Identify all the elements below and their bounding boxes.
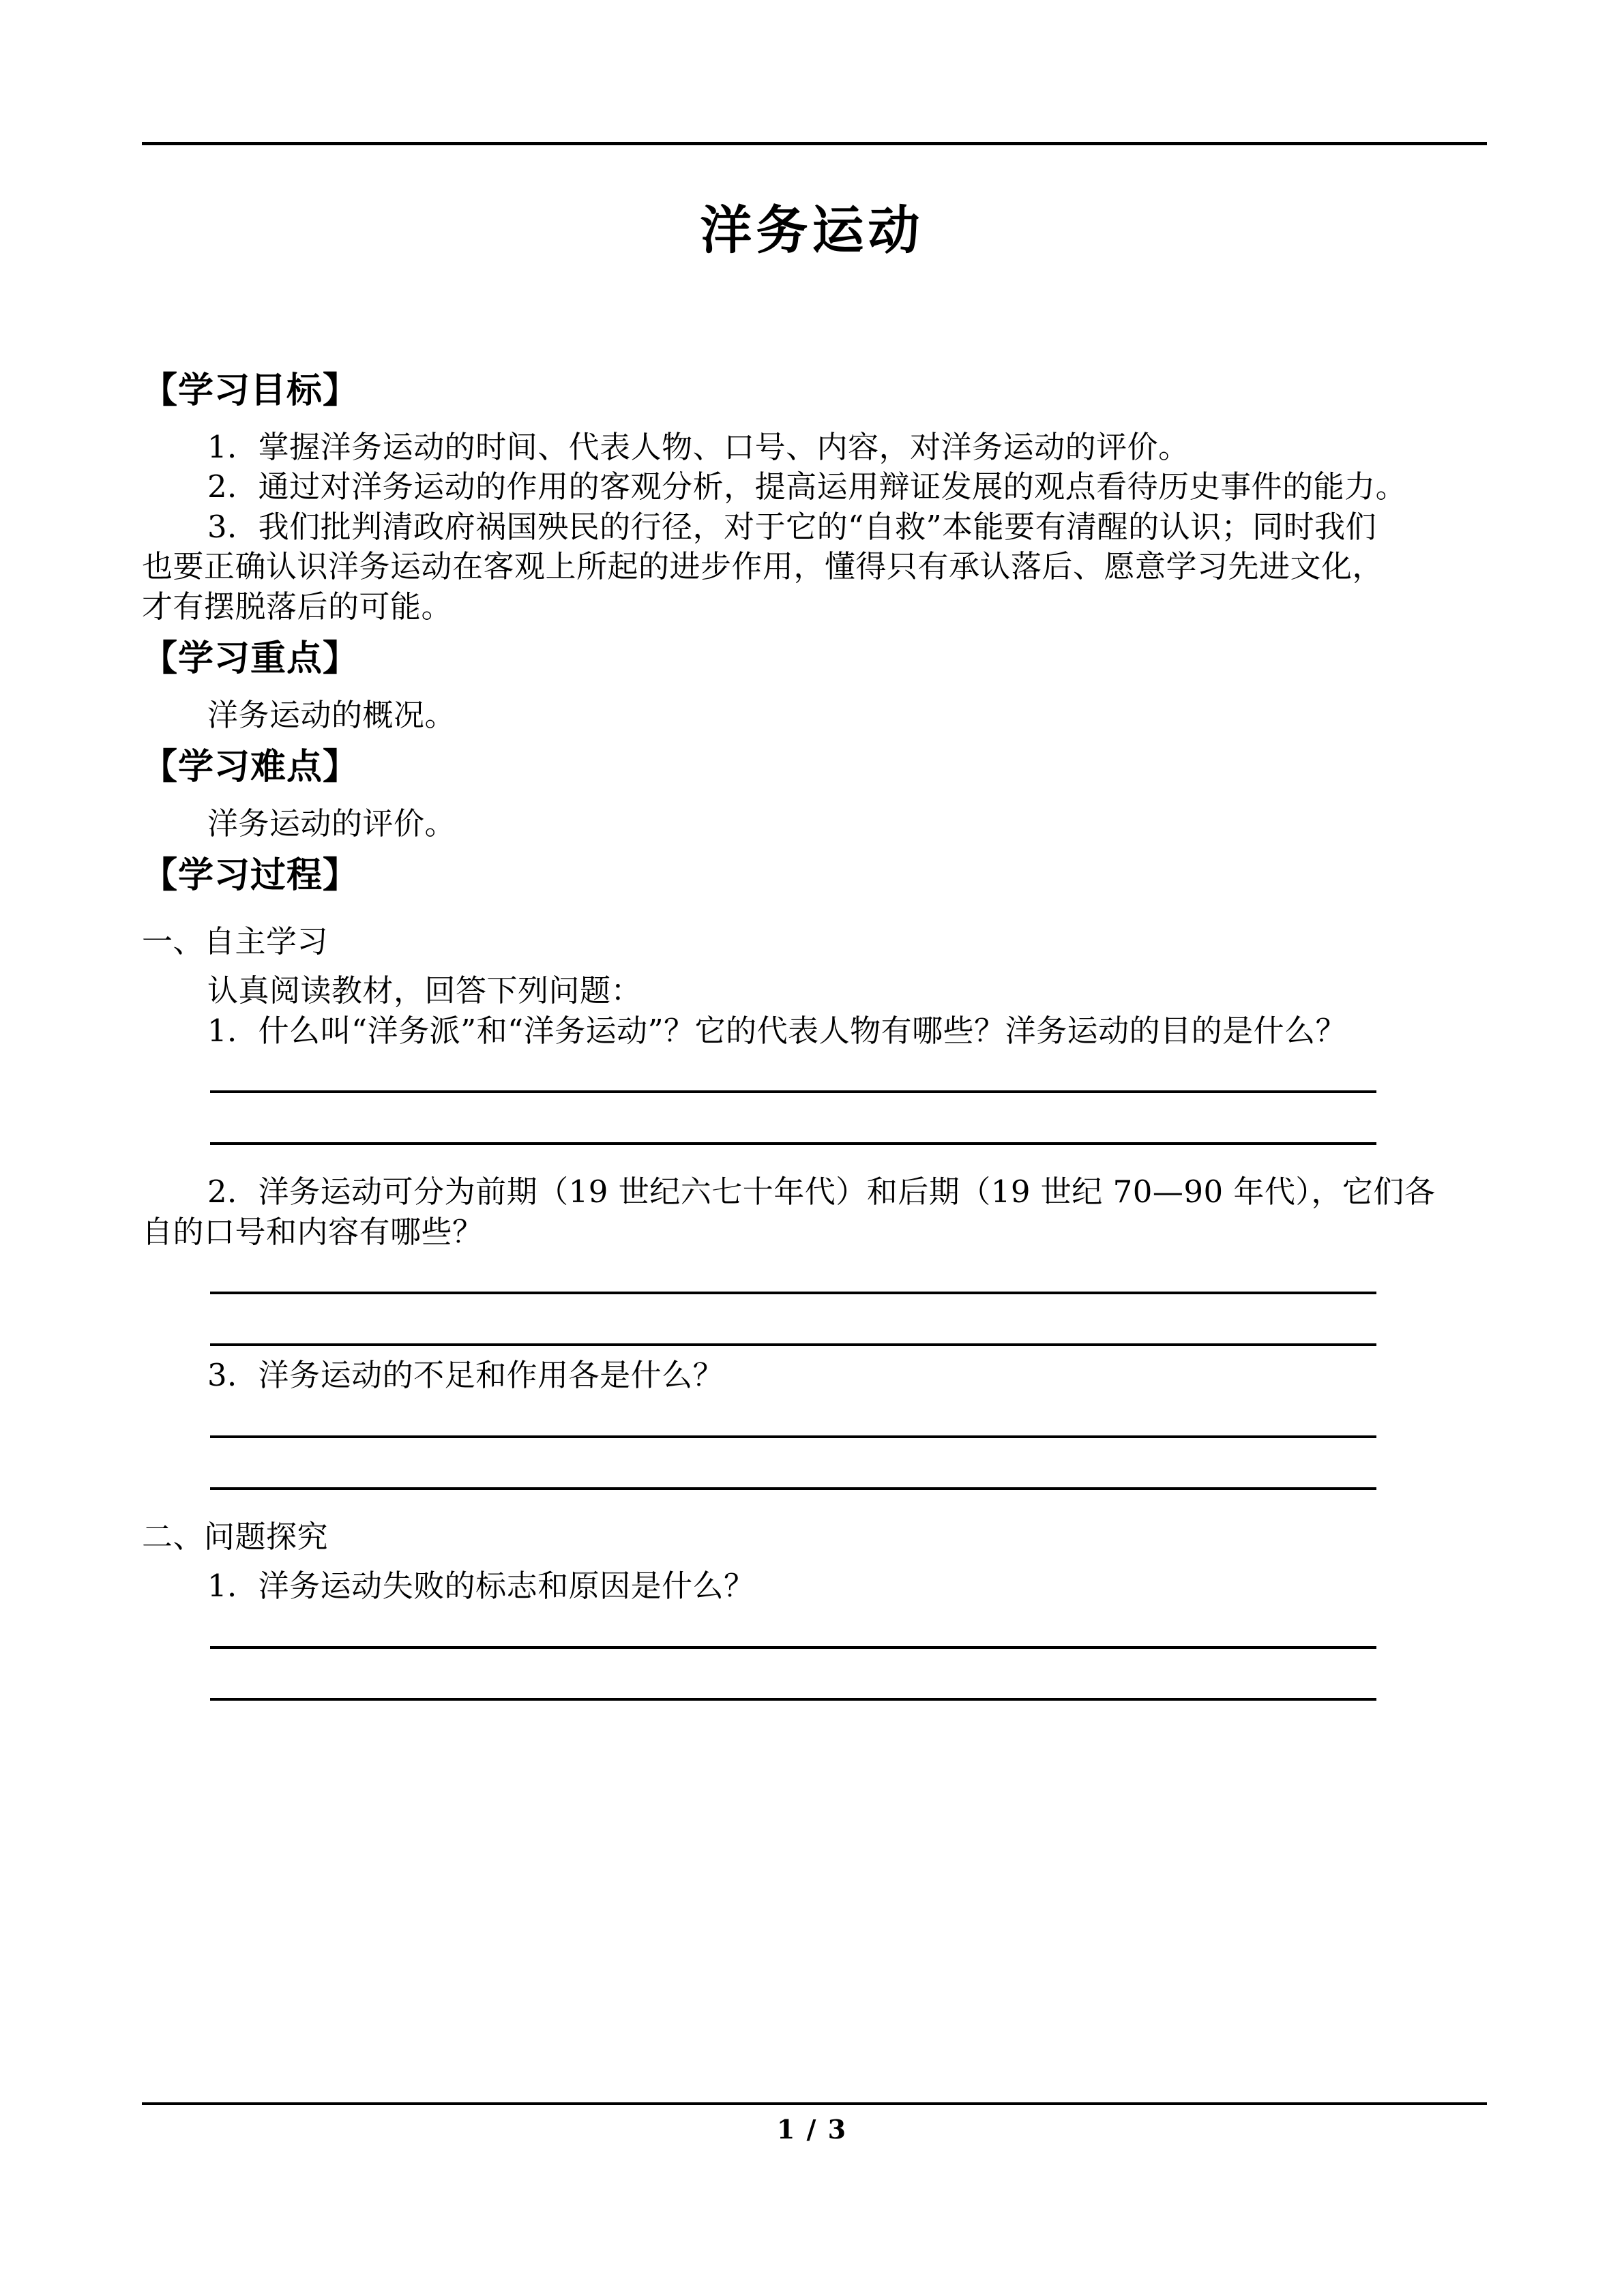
spacer bbox=[142, 1396, 1487, 1435]
heading-key-point: 【学习重点】 bbox=[142, 638, 359, 680]
answer-block-q3[interactable] bbox=[142, 1435, 1487, 1490]
spacer bbox=[142, 418, 1487, 428]
heading-part-two: 二、问题探究 bbox=[142, 1518, 329, 1555]
header-divider bbox=[142, 142, 1487, 145]
heading-difficult-point: 【学习难点】 bbox=[142, 746, 359, 788]
part-one-question-2-line-1: 2．洋务运动可分为前期（19 世纪六七十年代）和后期（19 世纪 70—90 年代），它们各 bbox=[207, 1174, 1436, 1210]
part-two-question-1: 1．洋务运动失败的标志和原因是什么？ bbox=[207, 1568, 755, 1605]
spacer bbox=[142, 1346, 1487, 1356]
part-one-question-3: 3．洋务运动的不足和作用各是什么？ bbox=[207, 1357, 724, 1394]
spacer bbox=[142, 1649, 1487, 1698]
heading-part-one: 一、自主学习 bbox=[142, 923, 329, 959]
page-title: 洋务运动 bbox=[700, 200, 924, 260]
heading-learning-process: 【学习过程】 bbox=[142, 854, 359, 897]
spacer bbox=[142, 1294, 1487, 1343]
spacer bbox=[142, 686, 1487, 696]
answer-block-part-two-q1[interactable] bbox=[142, 1646, 1487, 1701]
spacer bbox=[142, 1557, 1487, 1566]
objective-item-3-line-2: 也要正确认识洋务运动在客观上所起的进步作用，懂得只有承认落后、愿意学习先进文化， bbox=[142, 548, 1384, 585]
spacer bbox=[142, 627, 1487, 636]
key-point-text: 洋务运动的概况。 bbox=[207, 696, 456, 733]
part-one-instruction: 认真阅读教材，回答下列问题： bbox=[207, 972, 643, 1009]
spacer bbox=[142, 1490, 1487, 1517]
part-one-question-1: 1．什么叫“洋务派”和“洋务运动”？它的代表人物有哪些？洋务运动的目的是什么？ bbox=[207, 1012, 1347, 1049]
spacer bbox=[142, 961, 1487, 971]
footer-divider bbox=[142, 2102, 1487, 2105]
spacer bbox=[142, 1438, 1487, 1487]
spacer bbox=[142, 1252, 1487, 1292]
objective-item-3-line-1: 3．我们批判清政府祸国殃民的行径，对于它的“自救”本能要有清醒的认识；同时我们 bbox=[207, 508, 1377, 545]
spacer bbox=[142, 903, 1487, 922]
spacer bbox=[142, 794, 1487, 804]
spacer bbox=[142, 1093, 1487, 1142]
spacer bbox=[142, 1051, 1487, 1090]
part-one-question-2-line-2: 自的口号和内容有哪些？ bbox=[142, 1213, 484, 1250]
difficult-point-text: 洋务运动的评价。 bbox=[207, 805, 456, 841]
objective-item-3-line-3: 才有摆脱落后的可能。 bbox=[142, 588, 453, 625]
answer-block-q2[interactable] bbox=[142, 1292, 1487, 1346]
document-body bbox=[142, 368, 1487, 1701]
page-number: 1 / 3 bbox=[776, 2114, 848, 2145]
spacer bbox=[142, 844, 1487, 853]
spacer bbox=[142, 1145, 1487, 1172]
answer-block-q1[interactable] bbox=[142, 1090, 1487, 1145]
spacer bbox=[142, 735, 1487, 745]
spacer bbox=[142, 1607, 1487, 1646]
answer-line[interactable] bbox=[210, 1698, 1376, 1701]
objective-item-1: 1．掌握洋务运动的时间、代表人物、口号、内容，对洋务运动的评价。 bbox=[207, 428, 1190, 465]
objective-item-2: 2．通过对洋务运动的作用的客观分析，提高运用辩证发展的观点看待历史事件的能力。 bbox=[207, 468, 1407, 505]
heading-learning-objectives: 【学习目标】 bbox=[142, 370, 359, 411]
